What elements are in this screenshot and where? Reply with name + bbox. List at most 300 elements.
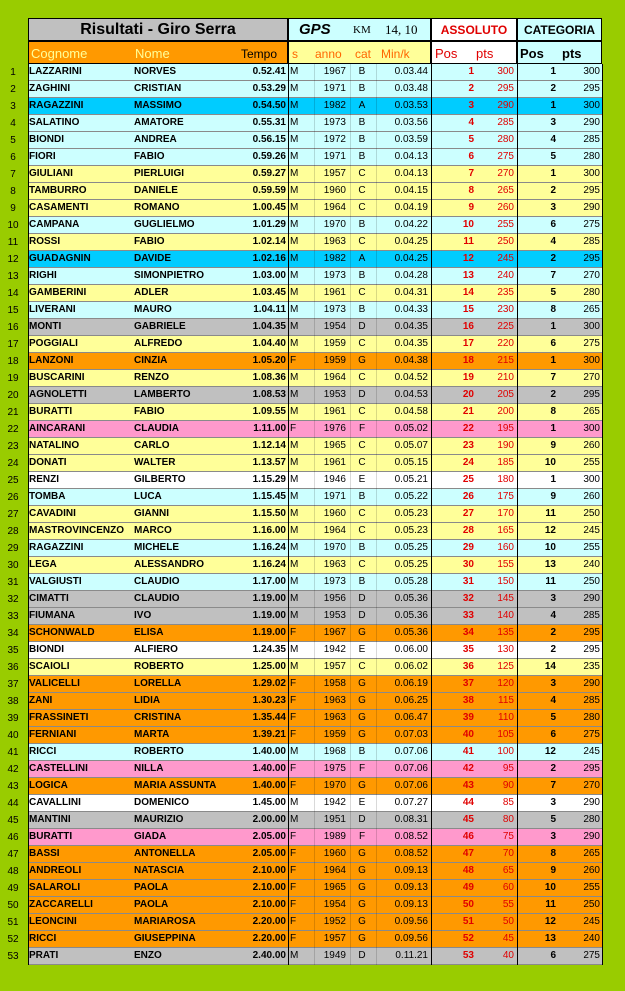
tempo-cell: 1.40.00 bbox=[252, 780, 286, 791]
cat-pts-cell: 250 bbox=[583, 508, 600, 519]
pos-cell: 39 bbox=[462, 712, 474, 723]
anno-cell: 1973 bbox=[323, 304, 346, 315]
cat-pts-cell: 295 bbox=[583, 627, 600, 638]
assoluto-title: ASSOLUTO bbox=[440, 23, 508, 37]
pts-cell: 145 bbox=[497, 593, 514, 604]
mink-cell: 0.09.56 bbox=[394, 933, 428, 944]
cat-pos-cell: 11 bbox=[545, 576, 556, 587]
pts-cell: 135 bbox=[497, 627, 514, 638]
pts-cell: 115 bbox=[498, 695, 514, 706]
nome-cell: ROBERTO bbox=[134, 661, 184, 672]
table-row bbox=[28, 846, 602, 863]
cat-pts-cell: 295 bbox=[583, 763, 600, 774]
cognome-cell: SCHONWALD bbox=[29, 627, 95, 638]
col-anno: anno bbox=[315, 47, 342, 61]
cat-pos-cell: 2 bbox=[550, 253, 556, 264]
cat-pos-cell: 10 bbox=[544, 882, 556, 893]
tempo-cell: 1.15.45 bbox=[252, 491, 286, 502]
cognome-cell: MANTINI bbox=[29, 814, 71, 825]
cat-pts-cell: 265 bbox=[583, 406, 600, 417]
table-row bbox=[28, 591, 602, 608]
pos-cell: 41 bbox=[462, 746, 474, 757]
cat-cell: D bbox=[358, 814, 366, 825]
cat-pos-cell: 4 bbox=[550, 610, 556, 621]
row-number: 23 bbox=[7, 441, 19, 452]
cognome-cell: RAGAZZINI bbox=[29, 100, 84, 111]
categoria-title: CATEGORIA bbox=[523, 23, 596, 37]
cat-pts-cell: 280 bbox=[583, 287, 600, 298]
mink-cell: 0.06.25 bbox=[394, 695, 428, 706]
row-number: 20 bbox=[7, 390, 19, 401]
row-number: 25 bbox=[7, 475, 19, 486]
cognome-cell: DONATI bbox=[29, 457, 67, 468]
cat-pts-cell: 275 bbox=[583, 338, 600, 349]
sesso-cell: M bbox=[290, 797, 299, 808]
anno-cell: 1961 bbox=[323, 406, 346, 417]
tempo-cell: 1.04.40 bbox=[252, 338, 286, 349]
table-row bbox=[28, 778, 602, 795]
tempo-cell: 2.00.00 bbox=[252, 814, 286, 825]
sesso-cell: M bbox=[290, 236, 299, 247]
cat-pts-cell: 250 bbox=[583, 899, 600, 910]
tempo-cell: 1.16.00 bbox=[252, 525, 286, 536]
tempo-cell: 0.55.31 bbox=[252, 117, 286, 128]
pos-cell: 9 bbox=[468, 202, 474, 213]
sesso-cell: M bbox=[290, 440, 299, 451]
tempo-cell: 1.11.00 bbox=[253, 423, 286, 434]
cat-pts-cell: 290 bbox=[583, 117, 600, 128]
cognome-cell: LANZONI bbox=[29, 355, 74, 366]
row-number: 40 bbox=[7, 730, 19, 741]
tempo-cell: 1.16.24 bbox=[252, 559, 286, 570]
table-row bbox=[28, 761, 602, 778]
table-row bbox=[28, 863, 602, 880]
mink-cell: 0.05.02 bbox=[394, 423, 428, 434]
row-number: 16 bbox=[7, 322, 19, 333]
pts-cell: 270 bbox=[497, 168, 514, 179]
table-row bbox=[28, 506, 602, 523]
pts-cell: 250 bbox=[497, 236, 514, 247]
nome-cell: CRISTIAN bbox=[134, 83, 182, 94]
cat-pts-cell: 255 bbox=[583, 457, 600, 468]
pts-cell: 120 bbox=[497, 678, 514, 689]
anno-cell: 1973 bbox=[323, 270, 346, 281]
table-row bbox=[28, 659, 602, 676]
row-number: 6 bbox=[10, 152, 16, 163]
cognome-cell: GIULIANI bbox=[29, 168, 73, 179]
pts-cell: 50 bbox=[502, 916, 514, 927]
tempo-cell: 1.39.21 bbox=[252, 729, 286, 740]
cat-pts-cell: 275 bbox=[583, 729, 600, 740]
table-row bbox=[28, 115, 602, 132]
pts-cell: 280 bbox=[497, 134, 514, 145]
cat-cell: C bbox=[358, 457, 366, 468]
pos-cell: 48 bbox=[462, 865, 474, 876]
sesso-cell: M bbox=[290, 100, 299, 111]
sesso-cell: F bbox=[290, 899, 297, 910]
mink-cell: 0.04.53 bbox=[394, 389, 428, 400]
table-row bbox=[28, 710, 602, 727]
sesso-cell: M bbox=[290, 202, 299, 213]
sep-s bbox=[314, 64, 315, 965]
cat-cell: B bbox=[358, 576, 366, 587]
sesso-cell: M bbox=[290, 491, 299, 502]
cat-pts-cell: 240 bbox=[583, 933, 600, 944]
sesso-cell: M bbox=[290, 576, 299, 587]
nome-cell: ROBERTO bbox=[134, 746, 184, 757]
anno-cell: 1961 bbox=[323, 287, 346, 298]
table-row bbox=[28, 81, 602, 98]
nome-cell: NILLA bbox=[134, 763, 164, 774]
sesso-cell: M bbox=[290, 474, 299, 485]
anno-cell: 1954 bbox=[323, 321, 346, 332]
cat-cell: C bbox=[358, 287, 366, 298]
pos-cell: 36 bbox=[462, 661, 474, 672]
cognome-cell: RENZI bbox=[29, 474, 59, 485]
pts-cell: 160 bbox=[497, 542, 514, 553]
cognome-cell: LAZZARINI bbox=[29, 66, 82, 77]
pts-cell: 110 bbox=[498, 712, 514, 723]
cat-pos-cell: 5 bbox=[550, 151, 556, 162]
cognome-cell: ROSSI bbox=[29, 236, 61, 247]
nome-cell: IVO bbox=[134, 610, 152, 621]
mink-cell: 0.03.48 bbox=[394, 83, 428, 94]
tempo-cell: 2.40.00 bbox=[252, 950, 286, 961]
sesso-cell: M bbox=[290, 287, 299, 298]
pts-cell: 65 bbox=[502, 865, 514, 876]
cat-pos-cell: 12 bbox=[544, 525, 556, 536]
cat-pts-cell: 290 bbox=[583, 678, 600, 689]
cognome-cell: BASSI bbox=[29, 848, 60, 859]
cognome-cell: BUSCARINI bbox=[29, 372, 85, 383]
pos-cell: 35 bbox=[462, 644, 474, 655]
pts-cell: 230 bbox=[497, 304, 514, 315]
cat-pts-cell: 285 bbox=[583, 610, 600, 621]
row-number: 24 bbox=[7, 458, 19, 469]
pos-cell: 21 bbox=[462, 406, 474, 417]
nome-cell: GILBERTO bbox=[134, 474, 186, 485]
cat-cell: G bbox=[358, 712, 366, 723]
nome-cell: WALTER bbox=[134, 457, 176, 468]
mink-cell: 0.09.13 bbox=[394, 882, 428, 893]
cat-pos-cell: 2 bbox=[550, 627, 556, 638]
pts-cell: 150 bbox=[497, 576, 514, 587]
row-number: 52 bbox=[7, 934, 19, 945]
table-row bbox=[28, 727, 602, 744]
mink-cell: 0.04.52 bbox=[394, 372, 428, 383]
cat-pos-cell: 8 bbox=[550, 406, 556, 417]
row-number: 49 bbox=[7, 883, 19, 894]
categoria-separator bbox=[517, 64, 518, 965]
anno-cell: 1951 bbox=[323, 814, 346, 825]
cat-cell: C bbox=[358, 440, 366, 451]
cat-cell: G bbox=[358, 678, 366, 689]
mink-cell: 0.07.06 bbox=[394, 763, 428, 774]
cognome-cell: AGNOLETTI bbox=[29, 389, 87, 400]
nome-cell: GIANNI bbox=[134, 508, 169, 519]
mink-cell: 0.07.03 bbox=[394, 729, 428, 740]
col-nome: Nome bbox=[135, 46, 170, 61]
anno-cell: 1963 bbox=[323, 559, 346, 570]
cat-pts-cell: 245 bbox=[583, 916, 600, 927]
mink-cell: 0.05.23 bbox=[394, 525, 428, 536]
cat-pts-cell: 270 bbox=[583, 372, 600, 383]
left-border bbox=[28, 64, 29, 965]
cat-pos-cell: 2 bbox=[550, 83, 556, 94]
nome-cell: ELISA bbox=[134, 627, 164, 638]
cat-pos-cell: 1 bbox=[550, 100, 556, 111]
table-row bbox=[28, 200, 602, 217]
cat-pts-cell: 280 bbox=[583, 712, 600, 723]
mink-cell: 0.04.58 bbox=[394, 406, 428, 417]
table-row bbox=[28, 302, 602, 319]
anno-cell: 1959 bbox=[323, 729, 346, 740]
cat-pos-cell: 8 bbox=[550, 304, 556, 315]
cat-cell: C bbox=[358, 338, 366, 349]
tempo-cell: 1.12.14 bbox=[252, 440, 286, 451]
pts-cell: 235 bbox=[497, 287, 514, 298]
tempo-cell: 2.05.00 bbox=[252, 831, 286, 842]
cat-cell: B bbox=[358, 151, 366, 162]
anno-cell: 1967 bbox=[323, 627, 346, 638]
cat-cell: C bbox=[358, 406, 366, 417]
tempo-cell: 1.30.23 bbox=[252, 695, 286, 706]
anno-cell: 1964 bbox=[323, 865, 346, 876]
table-row bbox=[28, 625, 602, 642]
sesso-cell: M bbox=[290, 746, 299, 757]
table-row bbox=[28, 64, 602, 81]
cognome-cell: MONTI bbox=[29, 321, 62, 332]
col-cat-pts: pts bbox=[562, 46, 582, 61]
anno-cell: 1968 bbox=[323, 746, 346, 757]
table-row bbox=[28, 98, 602, 115]
mink-cell: 0.05.15 bbox=[394, 457, 428, 468]
anno-cell: 1957 bbox=[323, 661, 346, 672]
table-row bbox=[28, 489, 602, 506]
cat-cell: C bbox=[358, 661, 366, 672]
mink-cell: 0.04.13 bbox=[394, 168, 428, 179]
pts-cell: 220 bbox=[497, 338, 514, 349]
mink-cell: 0.08.52 bbox=[394, 831, 428, 842]
mink-cell: 0.04.35 bbox=[394, 338, 428, 349]
tempo-cell: 2.10.00 bbox=[252, 865, 286, 876]
mink-cell: 0.05.21 bbox=[394, 474, 428, 485]
row-number: 14 bbox=[7, 288, 19, 299]
row-number: 9 bbox=[10, 203, 16, 214]
sesso-cell: M bbox=[290, 525, 299, 536]
cat-pts-cell: 290 bbox=[583, 831, 600, 842]
cognome-cell: PRATI bbox=[29, 950, 59, 961]
pts-cell: 55 bbox=[502, 899, 514, 910]
pts-cell: 45 bbox=[502, 933, 514, 944]
nome-cell: CRISTINA bbox=[134, 712, 182, 723]
anno-cell: 1949 bbox=[323, 950, 346, 961]
pos-cell: 47 bbox=[462, 848, 474, 859]
column-header-gps bbox=[288, 41, 431, 64]
row-number: 10 bbox=[7, 220, 19, 231]
cognome-cell: SCAIOLI bbox=[29, 661, 70, 672]
pts-cell: 80 bbox=[502, 814, 514, 825]
pts-cell: 60 bbox=[502, 882, 514, 893]
pos-cell: 14 bbox=[462, 287, 474, 298]
tempo-cell: 1.45.00 bbox=[252, 797, 286, 808]
cat-cell: A bbox=[358, 253, 366, 264]
anno-cell: 1960 bbox=[323, 185, 346, 196]
pos-cell: 6 bbox=[468, 151, 474, 162]
mink-cell: 0.04.28 bbox=[394, 270, 428, 281]
cat-cell: D bbox=[358, 321, 366, 332]
table-row bbox=[28, 676, 602, 693]
sesso-cell: F bbox=[290, 627, 297, 638]
cat-pts-cell: 290 bbox=[583, 593, 600, 604]
cat-cell: B bbox=[358, 134, 366, 145]
cat-pos-cell: 3 bbox=[550, 202, 556, 213]
cat-cell: B bbox=[358, 66, 366, 77]
cat-pts-cell: 265 bbox=[583, 848, 600, 859]
cat-cell: G bbox=[358, 627, 366, 638]
cat-cell: E bbox=[358, 797, 366, 808]
anno-cell: 1965 bbox=[323, 882, 346, 893]
nome-cell: MAURO bbox=[134, 304, 172, 315]
mink-cell: 0.07.06 bbox=[394, 746, 428, 757]
pos-cell: 16 bbox=[462, 321, 474, 332]
nome-cell: ANTONELLA bbox=[134, 848, 196, 859]
row-number: 47 bbox=[7, 849, 19, 860]
cat-pos-cell: 4 bbox=[550, 695, 556, 706]
table-row bbox=[28, 574, 602, 591]
cognome-cell: BURATTI bbox=[29, 831, 73, 842]
anno-cell: 1975 bbox=[323, 763, 346, 774]
pos-cell: 1 bbox=[468, 66, 474, 77]
table-row bbox=[28, 897, 602, 914]
mink-cell: 0.05.22 bbox=[394, 491, 428, 502]
mink-cell: 0.05.25 bbox=[394, 559, 428, 570]
sesso-cell: M bbox=[290, 457, 299, 468]
cognome-cell: LIVERANI bbox=[29, 304, 76, 315]
mink-cell: 0.09.13 bbox=[394, 899, 428, 910]
mink-cell: 0.05.28 bbox=[394, 576, 428, 587]
cat-pos-cell: 1 bbox=[550, 168, 556, 179]
cat-cell: C bbox=[358, 202, 366, 213]
cognome-cell: RAGAZZINI bbox=[29, 542, 84, 553]
cat-pts-cell: 285 bbox=[583, 695, 600, 706]
pts-cell: 125 bbox=[497, 661, 514, 672]
tempo-cell: 1.04.35 bbox=[252, 321, 286, 332]
nome-cell: CLAUDIA bbox=[134, 423, 179, 434]
cat-pts-cell: 300 bbox=[583, 423, 600, 434]
table-row bbox=[28, 387, 602, 404]
cognome-cell: CAMPANA bbox=[29, 219, 80, 230]
cognome-cell: CAVALLINI bbox=[29, 797, 81, 808]
cat-pos-cell: 2 bbox=[550, 389, 556, 400]
row-number: 37 bbox=[7, 679, 19, 690]
sesso-cell: M bbox=[290, 542, 299, 553]
anno-cell: 1963 bbox=[323, 236, 346, 247]
table-row bbox=[28, 744, 602, 761]
cat-pos-cell: 10 bbox=[544, 457, 556, 468]
nome-cell: SIMONPIETRO bbox=[134, 270, 205, 281]
nome-cell: ROMANO bbox=[134, 202, 180, 213]
pos-cell: 34 bbox=[462, 627, 474, 638]
cat-pos-cell: 6 bbox=[550, 219, 556, 230]
table-row bbox=[28, 268, 602, 285]
pos-cell: 8 bbox=[468, 185, 474, 196]
sesso-cell: M bbox=[290, 168, 299, 179]
sesso-cell: F bbox=[290, 712, 297, 723]
cognome-cell: TAMBURRO bbox=[29, 185, 87, 196]
pts-cell: 285 bbox=[497, 117, 514, 128]
table-row bbox=[28, 948, 602, 965]
pos-cell: 27 bbox=[462, 508, 474, 519]
pos-cell: 38 bbox=[462, 695, 474, 706]
cognome-cell: ZANI bbox=[29, 695, 53, 706]
cat-cell: B bbox=[358, 117, 366, 128]
anno-cell: 1946 bbox=[323, 474, 346, 485]
mink-cell: 0.04.13 bbox=[394, 151, 428, 162]
nome-cell: MARTA bbox=[134, 729, 170, 740]
mink-cell: 0.03.53 bbox=[394, 100, 428, 111]
pos-cell: 44 bbox=[462, 797, 474, 808]
cat-pos-cell: 11 bbox=[545, 899, 556, 910]
anno-cell: 1956 bbox=[323, 593, 346, 604]
cat-pos-cell: 1 bbox=[550, 321, 556, 332]
cat-pts-cell: 285 bbox=[583, 134, 600, 145]
pos-cell: 30 bbox=[462, 559, 474, 570]
sesso-cell: M bbox=[290, 83, 299, 94]
nome-cell: MARCO bbox=[134, 525, 172, 536]
cat-cell: D bbox=[358, 950, 366, 961]
row-number: 32 bbox=[7, 594, 19, 605]
tempo-cell: 2.20.00 bbox=[252, 933, 286, 944]
sesso-cell: M bbox=[290, 644, 299, 655]
nome-cell: ENZO bbox=[134, 950, 162, 961]
nome-cell: MICHELE bbox=[134, 542, 179, 553]
pos-cell: 32 bbox=[462, 593, 474, 604]
sesso-cell: M bbox=[290, 661, 299, 672]
cat-pts-cell: 280 bbox=[583, 814, 600, 825]
cat-pts-cell: 280 bbox=[583, 151, 600, 162]
cat-pos-cell: 3 bbox=[550, 117, 556, 128]
sesso-cell: M bbox=[290, 338, 299, 349]
table-row bbox=[28, 880, 602, 897]
tempo-cell: 1.40.00 bbox=[252, 746, 286, 757]
page-title: Risultati - Giro Serra bbox=[80, 21, 236, 38]
sesso-cell: F bbox=[290, 882, 297, 893]
cognome-cell: RIGHI bbox=[29, 270, 57, 281]
cognome-cell: VALICELLI bbox=[29, 678, 80, 689]
nome-cell: PAOLA bbox=[134, 899, 169, 910]
categoria-cell bbox=[517, 18, 602, 41]
row-number: 35 bbox=[7, 645, 19, 656]
sesso-cell: M bbox=[290, 406, 299, 417]
anno-cell: 1953 bbox=[323, 610, 346, 621]
sesso-cell: M bbox=[290, 559, 299, 570]
anno-cell: 1971 bbox=[323, 491, 346, 502]
pos-cell: 25 bbox=[462, 474, 474, 485]
cognome-cell: RICCI bbox=[29, 933, 57, 944]
nome-cell: LORELLA bbox=[134, 678, 182, 689]
pts-cell: 140 bbox=[497, 610, 514, 621]
table-row bbox=[28, 149, 602, 166]
tempo-cell: 0.59.26 bbox=[252, 151, 286, 162]
pts-cell: 275 bbox=[497, 151, 514, 162]
row-number: 33 bbox=[7, 611, 19, 622]
tempo-cell: 1.15.29 bbox=[252, 474, 286, 485]
sesso-cell: F bbox=[290, 916, 297, 927]
pts-cell: 170 bbox=[497, 508, 514, 519]
sesso-cell: M bbox=[290, 814, 299, 825]
cat-pos-cell: 1 bbox=[550, 423, 556, 434]
